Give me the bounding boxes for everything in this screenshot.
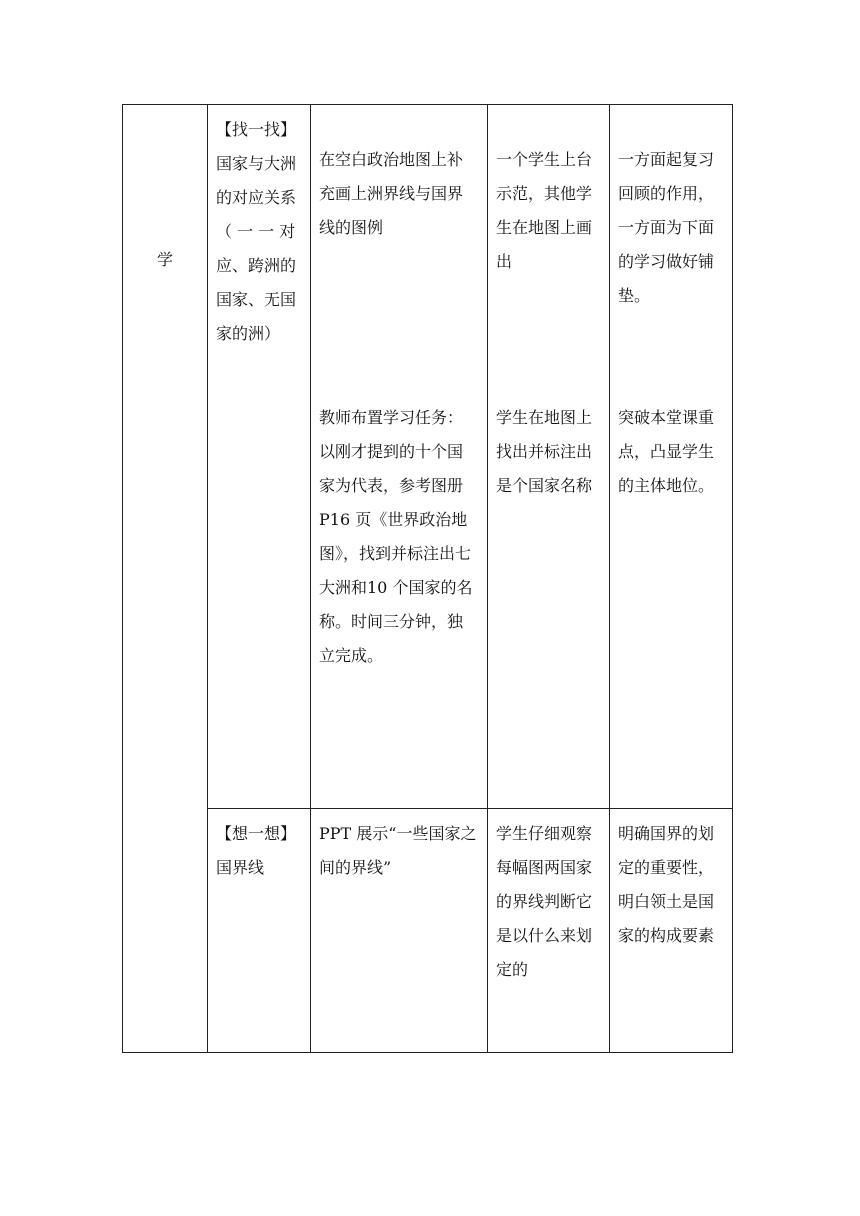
student-activity-b	[488, 401, 609, 503]
activity-line: 国家、无国	[216, 290, 297, 309]
text-line: 点，凸显学生	[618, 442, 715, 461]
activity-lines-1	[208, 147, 310, 351]
student-activity	[488, 817, 609, 987]
text-line: 在空白政治地图上补	[319, 150, 464, 169]
student-activity-cell	[488, 105, 610, 809]
text-line: 一方面为下面	[618, 218, 715, 237]
text-line: 一个学生上台	[496, 150, 593, 169]
text-line: P16 页《世界政治地	[319, 510, 468, 529]
design-purpose	[610, 817, 732, 953]
text-line: 垫。	[618, 286, 651, 305]
activity-line: （ 一 一 对	[216, 222, 296, 241]
text-line: 一方面起复习	[618, 150, 715, 169]
stage-cell	[123, 105, 208, 1053]
text-line: 生在地图上画	[496, 218, 593, 237]
text-line: 突破本堂课重	[618, 408, 715, 427]
text-line: 学生在地图上	[496, 408, 593, 427]
table-row	[123, 105, 733, 809]
text-line: 定的	[496, 960, 529, 979]
text-line: 间的界线”	[319, 858, 392, 877]
text-line: 大洲和10 个国家的名	[319, 578, 473, 597]
text-line: 线的图例	[319, 218, 384, 237]
text-line: 立完成。	[319, 646, 384, 665]
text-line: 的界线判断它	[496, 892, 593, 911]
text-line: PPT 展示“一些国家之	[319, 824, 477, 843]
text-line: 示范，其他学	[496, 184, 593, 203]
activity-title: 【想一想】	[216, 824, 297, 843]
teacher-activity-cell	[311, 105, 488, 809]
text-line: 找出并标注出	[496, 442, 593, 461]
student-activity-cell	[488, 809, 610, 1053]
text-line: 学生仔细观察	[496, 824, 593, 843]
design-purpose-cell	[610, 105, 733, 809]
text-line: 定的重要性，	[618, 858, 715, 877]
text-line: 每幅图两国家	[496, 858, 593, 877]
activity-line: 国界线	[216, 858, 265, 877]
teacher-activity	[311, 817, 487, 885]
text-line: 的学习做好铺	[618, 252, 715, 271]
text-line: 以刚才提到的十个国	[319, 442, 464, 461]
text-line: 家为代表，参考图册	[319, 476, 464, 495]
design-purpose-cell	[610, 809, 733, 1053]
text-line: 的主体地位。	[618, 476, 715, 495]
activity-line: 的对应关系	[216, 188, 297, 207]
text-line: 教师布置学习任务：	[319, 408, 464, 427]
teacher-activity-cell	[311, 809, 488, 1053]
text-line: 是以什么来划	[496, 926, 593, 945]
activity-line: 家的洲）	[216, 324, 281, 343]
activity-line: 国家与大洲	[216, 154, 297, 173]
activity-cell	[208, 809, 311, 1053]
text-line: 明白领土是国	[618, 892, 715, 911]
design-purpose-a	[610, 143, 732, 313]
text-line: 图》，找到并标注出七	[319, 544, 472, 563]
student-activity-a	[488, 143, 609, 279]
table-row	[123, 809, 733, 1053]
teacher-activity-b	[311, 401, 487, 673]
activity-line: 应、跨洲的	[216, 256, 297, 275]
text-line: 家的构成要素	[618, 926, 715, 945]
text-line: 充画上洲界线与国界	[319, 184, 464, 203]
stage-label: 学	[156, 250, 173, 269]
teacher-activity-a	[311, 143, 487, 245]
text-line: 称。时间三分钟，独	[319, 612, 464, 631]
lesson-plan-table	[122, 104, 733, 1053]
activity-cell	[208, 105, 311, 809]
text-line: 明确国界的划	[618, 824, 715, 843]
activity-title: 【找一找】	[216, 120, 297, 139]
text-line: 回顾的作用，	[618, 184, 715, 203]
text-line: 是个国家名称	[496, 476, 593, 495]
design-purpose-b	[610, 401, 732, 503]
text-line: 出	[496, 252, 513, 271]
